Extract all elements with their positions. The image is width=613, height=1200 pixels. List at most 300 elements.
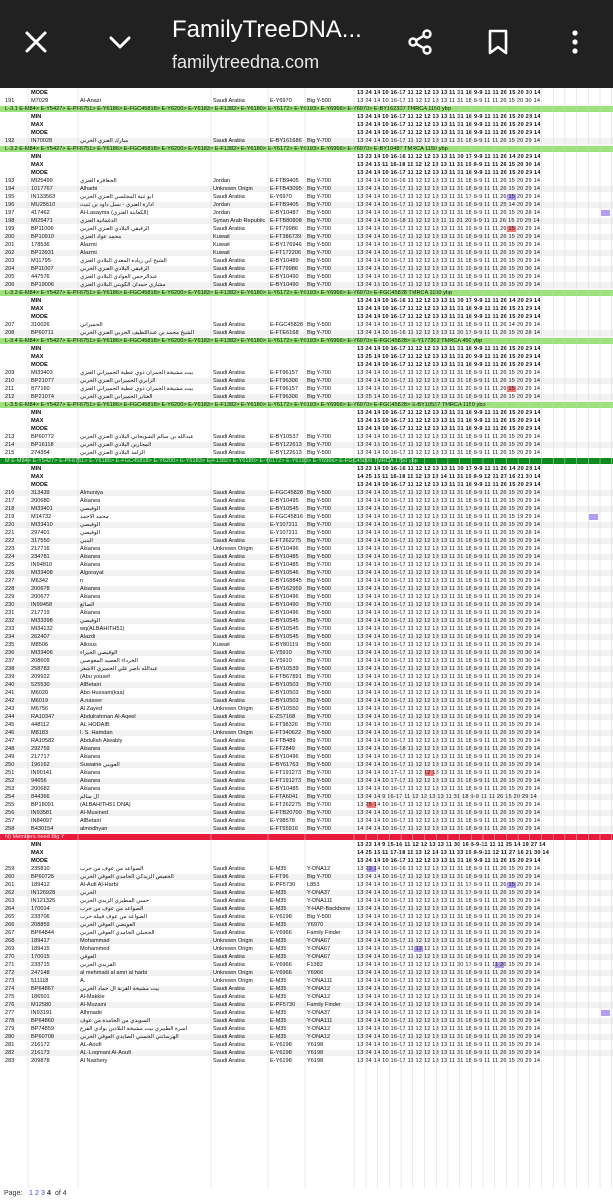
table-row[interactable] (0, 186, 613, 192)
stat-label: MAX (31, 418, 44, 424)
stat-row[interactable] (0, 858, 613, 864)
table-row[interactable] (0, 810, 613, 816)
page-label: Page: (4, 1190, 23, 1197)
haplogroup: E-FT96306 (270, 394, 298, 400)
stat-row[interactable] (0, 122, 613, 128)
clade-label: L-3.3 E-M84> E-Y5427> E-PF6751> E-Y6186> E-FGC45818> E-Y6200> E-Y6183> E-F1382> E-Y6180> E-Y6172> E-Y6193> E-Y6966> E-Y6970> E-FGC45828 TMRCA 1150 ybp (5, 290, 453, 296)
stat-row[interactable] (0, 162, 613, 168)
stat-row[interactable] (0, 850, 613, 856)
origin-country: Jordan (213, 210, 231, 216)
table-row[interactable] (0, 530, 613, 536)
stat-row[interactable] (0, 114, 613, 120)
table-row[interactable] (0, 1018, 613, 1024)
haplogroup: E-Y6970 (270, 98, 292, 104)
str-values: 13 24 14 10 16-17 11 12 12 13 13 11 31 18 9-9 11 11 26 15 19 29 14 (357, 514, 541, 520)
table-row[interactable] (0, 706, 613, 712)
haplogroup: E-BY10537 (270, 434, 299, 440)
member-name: Alsanea (80, 594, 101, 600)
table-row[interactable] (0, 618, 613, 624)
table-row[interactable] (0, 506, 613, 512)
table-row[interactable] (0, 914, 613, 920)
haplogroup: E-BY10550 (270, 706, 299, 712)
table-row[interactable] (0, 746, 613, 752)
table-row[interactable] (0, 330, 613, 336)
origin-country: Saudi Arabia (213, 554, 245, 560)
clade-header-row[interactable] (0, 146, 613, 152)
table-row[interactable] (0, 578, 613, 584)
stat-row[interactable] (0, 410, 613, 416)
test-type: Big Y-700 (307, 178, 331, 184)
page-link-1[interactable]: 1 (29, 1190, 33, 1197)
table-row[interactable] (0, 970, 613, 976)
member-name: الزابري الحميراني العنزي الحربي (80, 378, 156, 384)
test-type: Big Y-500 (307, 322, 331, 328)
kit-number: 189412 (31, 882, 50, 888)
table-row[interactable] (0, 394, 613, 400)
table-row[interactable] (0, 1042, 613, 1048)
str-values: 13 24 14 10 15-17 11 12 12 13 13 11 31 18 9-9 11 11 26 15 20 29 14 (357, 938, 541, 944)
haplogroup: E-Y6970 (270, 194, 292, 200)
haplogroup: E-FT96306 (270, 378, 298, 384)
row-number: 265 (5, 914, 15, 920)
member-name: Alsanea (80, 546, 101, 552)
haplogroup: E-M35 (270, 994, 287, 1000)
haplogroup: E-BY10485 (270, 562, 299, 568)
test-type: Big Y-500 (307, 586, 331, 592)
table-row[interactable] (0, 754, 613, 760)
table-row[interactable] (0, 546, 613, 552)
origin-country: Saudi Arabia (213, 650, 245, 656)
origin-country: Saudi Arabia (213, 802, 245, 808)
table-row[interactable] (0, 98, 613, 104)
member-name: Al-Makkie (80, 994, 105, 1000)
stat-row[interactable] (0, 842, 613, 848)
kit-number: 209878 (31, 1058, 50, 1064)
haplogroup: E-FTB43095 (270, 186, 302, 192)
row-number: 218 (5, 506, 15, 512)
haplogroup: E-M35 (270, 946, 287, 952)
row-number: 216 (5, 490, 15, 496)
more-vert-icon[interactable] (553, 20, 597, 64)
member-name: الوقيصي (80, 618, 101, 624)
table-row[interactable] (0, 866, 613, 872)
test-type: Big Y-500 (307, 914, 331, 920)
table-row[interactable] (0, 250, 613, 256)
table-row[interactable] (0, 554, 613, 560)
row-number: 239 (5, 674, 15, 680)
origin-country: Saudi Arabia (213, 98, 245, 104)
str-values: 13 24 14 10 16-17 11 12 12 13 13 11 31 18 9-9 11 11 26 15 20 29 14 (357, 250, 541, 256)
test-type: Big Y-500 (307, 634, 331, 640)
origin-country: Saudi Arabia (213, 394, 245, 400)
test-type: Big Y-700 (307, 370, 331, 376)
stat-row[interactable] (0, 90, 613, 96)
table-row[interactable] (0, 594, 613, 600)
clade-label: L-3.1 E-M84> E-Y5427> E-PF6751> E-Y6186> E-FGC45818> E-Y6200> E-Y6183> E-F1382> E-Y6180> E-Y6172> E-Y6193> E-Y6966> E-Y6970> E-BY162337 TMRCA 1150 ybp (5, 106, 451, 112)
str-values: 13 24 14 10 16-17 11 12 12 13 13 11 30 17 9-9 11 11 26 15 20 29 14 (357, 962, 541, 968)
origin-country: Saudi Arabia (213, 1002, 245, 1008)
page-url[interactable]: familytreedna.com (172, 52, 320, 72)
member-name: محمد عواد العنزي (80, 234, 122, 240)
table-row[interactable] (0, 226, 613, 232)
table-row[interactable] (0, 234, 613, 240)
str-values: 14 24 14 10 16-17 11 12 12 13 13 11 31 18 9-9 11 11 26 15 20 29 14 (357, 826, 541, 832)
origin-country: Saudi Arabia (213, 274, 245, 280)
str-values: 13 24 14 10 16-17 11 12 12 13 13 11 31 18 9-9 11 11 26 15 20 29 14 (357, 874, 541, 880)
origin-country: Saudi Arabia (213, 378, 245, 384)
test-type: Big Y-700 (307, 522, 331, 528)
table-row[interactable] (0, 1050, 613, 1056)
origin-country: Saudi Arabia (213, 258, 245, 264)
str-values: 13 24 14 10 15-17 11 12 12 13 13 11 31 18 9-9 11 11 26 15 20 29 14 (357, 946, 541, 952)
page-link-3[interactable]: 3 (41, 1190, 45, 1197)
kit-number: 208859 (31, 922, 50, 928)
member-name: العويضي العوفي الحربي (80, 922, 136, 928)
table-row[interactable] (0, 386, 613, 392)
str-values: 13 24 14 10 16-16 11 12 12 13 13 11 31 18 9-9 11 11 26 15 20 29 14 (357, 178, 541, 184)
table-row[interactable] (0, 802, 613, 808)
table-row[interactable] (0, 274, 613, 280)
stat-row[interactable] (0, 298, 613, 304)
clade-label: L-3.2 E-M84> E-Y5427> E-PF6751> E-Y6186> E-FGC45818> E-Y6200> E-Y6183> E-F1382> E-Y6180> E-Y6172> E-Y6193> E-Y6966> E-Y6970> E-BY10487 TMRCA 1150 ybp (5, 146, 448, 152)
table-row[interactable] (0, 978, 613, 984)
table-row[interactable] (0, 562, 613, 568)
row-number: 196 (5, 202, 15, 208)
clade-header-row[interactable] (0, 402, 613, 408)
table-row[interactable] (0, 1002, 613, 1008)
table-row[interactable] (0, 874, 613, 880)
table-row[interactable] (0, 730, 613, 736)
str-values: 13 24 14 10 16-17 11 12 12 13 13 11 31 18 9-9 11 11 26 15 20 29 14 (357, 130, 541, 136)
table-row[interactable] (0, 378, 613, 384)
member-name: Alharbi (80, 186, 98, 192)
table-row[interactable] (0, 1034, 613, 1040)
origin-country: Saudi Arabia (213, 746, 245, 752)
origin-country: Saudi Arabia (213, 666, 245, 672)
row-number: 268 (5, 938, 15, 944)
haplogroup: E-BY10539 (270, 666, 299, 672)
table-row[interactable] (0, 698, 613, 704)
table-row[interactable] (0, 994, 613, 1000)
table-row[interactable] (0, 674, 613, 680)
table-row[interactable] (0, 450, 613, 456)
member-name: al mehmadi al amri al harbi (80, 970, 148, 976)
kit-number: BP16118 (31, 442, 54, 448)
str-values: 13 24 14 10 16-17 11 12 12 13 13 11 31 18 9-9 11 11 26 15 20 29 14 (357, 986, 541, 992)
str-values: 13 24 14 10 16-17 11 12 12 13 13 11 31 19 9-9 11 11 26 15 20 29 14 (357, 226, 541, 232)
haplogroup: E-Y6198 (270, 1050, 292, 1056)
member-name: بيت مشيخة القرنة آل حماد الحربي (80, 986, 160, 992)
share-icon[interactable] (398, 20, 442, 64)
member-name: AlBetairi (80, 682, 101, 688)
table-row[interactable] (0, 258, 613, 264)
member-name: الصواعد من عوف من حرب (80, 866, 144, 872)
origin-country: Saudi Arabia (213, 490, 245, 496)
clade-header-row[interactable] (0, 106, 613, 112)
test-type: Y-DNA37 (307, 890, 331, 896)
table-row[interactable] (0, 826, 613, 832)
kit-number: 233715 (31, 962, 50, 968)
table-row[interactable] (0, 570, 613, 576)
kit-number: BP60708 (31, 1034, 55, 1040)
clade-header-row[interactable] (0, 338, 613, 344)
member-name: Al Zayed (80, 706, 103, 712)
test-type: Y-DNA12 (307, 1026, 331, 1032)
clade-header-row[interactable] (0, 834, 613, 840)
table-row[interactable] (0, 898, 613, 904)
table-row[interactable] (0, 602, 613, 608)
table-row[interactable] (0, 266, 613, 272)
table-row[interactable] (0, 370, 613, 376)
table-row[interactable] (0, 522, 613, 528)
row-number: 206 (5, 282, 15, 288)
member-name: آل سالم (80, 794, 99, 800)
table-row[interactable] (0, 762, 613, 768)
table-row[interactable] (0, 690, 613, 696)
table-row[interactable] (0, 738, 613, 744)
haplogroup: E-BY10503 (270, 690, 299, 696)
browser-toolbar (0, 0, 613, 88)
table-row[interactable] (0, 538, 613, 544)
table-row[interactable] (0, 194, 613, 200)
haplogroup: E-FTA6041 (270, 794, 299, 800)
origin-country: Kuwait (213, 242, 230, 248)
test-type: Big Y-700 (307, 794, 331, 800)
table-row[interactable] (0, 778, 613, 784)
table-row[interactable] (0, 282, 613, 288)
table-row[interactable] (0, 954, 613, 960)
member-name: Mohammad (80, 938, 110, 944)
stat-row[interactable] (0, 154, 613, 160)
stat-row[interactable] (0, 346, 613, 352)
str-values: 13 24 14 10 16-17 11 12 12 13 13 11 31 18 9-9 11 11 26 15 21 29 14 (357, 306, 541, 312)
table-row[interactable] (0, 202, 613, 208)
table-row[interactable] (0, 930, 613, 936)
haplogroup: E-Y107211 (270, 522, 298, 528)
table-row[interactable] (0, 178, 613, 184)
table-row[interactable] (0, 906, 613, 912)
kit-number: B430154 (31, 826, 54, 832)
close-icon[interactable] (14, 20, 58, 64)
haplogroup: E-FT262275 (270, 538, 302, 544)
kit-number: IN90141 (31, 770, 53, 776)
table-row[interactable] (0, 434, 613, 440)
str-values: 13 24 14 10 16-17 11 12 12 13 13 11 31 17 9-9 11 11 26 15 20 29 14 (357, 194, 541, 200)
table-row[interactable] (0, 962, 613, 968)
stat-row[interactable] (0, 466, 613, 472)
table-row[interactable] (0, 818, 613, 824)
stat-row[interactable] (0, 314, 613, 320)
clade-header-row[interactable] (0, 458, 613, 464)
haplogroup: E-Y6198 (270, 1042, 292, 1048)
test-type: Big Y-700 (307, 570, 331, 576)
haplogroup: E-FT96157 (270, 386, 298, 392)
origin-country: Saudi Arabia (213, 930, 245, 936)
kit-number: M6342 (31, 578, 49, 584)
table-row[interactable] (0, 770, 613, 776)
stat-row[interactable] (0, 170, 613, 176)
table-row[interactable] (0, 922, 613, 928)
test-type: Big Y-700 (307, 650, 331, 656)
row-number: 233 (5, 626, 15, 632)
bookmark-icon[interactable] (476, 20, 520, 64)
origin-country: Saudi Arabia (213, 922, 245, 928)
row-number: 262 (5, 890, 15, 896)
origin-country: Saudi Arabia (213, 770, 245, 776)
table-row[interactable] (0, 786, 613, 792)
member-name: Al-Aufi Al-Harbi (80, 882, 118, 888)
stat-row[interactable] (0, 362, 613, 368)
table-row[interactable] (0, 322, 613, 328)
origin-country: Saudi Arabia (213, 906, 245, 912)
row-number: 225 (5, 562, 15, 568)
row-number: 211 (5, 386, 14, 392)
table-row[interactable] (0, 138, 613, 144)
table-row[interactable] (0, 218, 613, 224)
stat-row[interactable] (0, 130, 613, 136)
stat-row[interactable] (0, 474, 613, 480)
member-name: الجعافرة العنزي (80, 178, 117, 184)
member-name: محمد الاحمد (80, 514, 109, 520)
table-row[interactable] (0, 946, 613, 952)
table-row[interactable] (0, 1058, 613, 1064)
row-number: 221 (5, 530, 15, 536)
str-values: 13 24 14 10 16-17 11 12 12 13 13 11 31 18 9-9 11 11 26 15 20 29 14 (357, 1026, 541, 1032)
table-row[interactable] (0, 1010, 613, 1016)
row-number: 258 (5, 826, 15, 832)
kit-number: M8506 (31, 642, 49, 648)
kit-number: MI33401 (31, 506, 53, 512)
stat-label: MIN (31, 346, 42, 352)
table-row[interactable] (0, 714, 613, 720)
table-row[interactable] (0, 1026, 613, 1032)
member-name: Alazdi (80, 634, 96, 640)
table-row[interactable] (0, 490, 613, 496)
stat-row[interactable] (0, 482, 613, 488)
kit-number: 209922 (31, 674, 50, 680)
table-row[interactable] (0, 514, 613, 520)
stat-row[interactable] (0, 418, 613, 424)
test-type: Big Y-700 (307, 538, 331, 544)
str-values: 13 24 14 10 16-17 11 12 12 13 13 11 31 18 9-9 11 11 26 15 20 29 14 (357, 346, 541, 352)
str-values: 13 24 14 10 16-17 11 12 12 13 13 11 31 18 9-9 11 11 26 15 20 29 14 (357, 1002, 541, 1008)
kit-number: MI34132 (31, 626, 53, 632)
table-row[interactable] (0, 938, 613, 944)
test-type: Big Y-500 (307, 490, 331, 496)
haplogroup: E-FT96157 (270, 370, 298, 376)
kit-number: 94656 (31, 778, 47, 784)
member-name: I. S. Hamdan (80, 730, 113, 736)
str-values: 13 24 14 10 16-17 11 12 12 13 13 11 31 18 9-9 11 11 26 15 20 29 14 (357, 1050, 541, 1056)
haplogroup: E-FGC45828 (270, 322, 303, 328)
member-name: الهرسانتي الحسني الصايدي العوفي الحربي (80, 1034, 179, 1040)
str-values: 13 24 14 10 16-17 11 12 12 13 13 11 31 18 9-9 11 11 26 15 20 29 14 (357, 362, 541, 368)
table-row[interactable] (0, 498, 613, 504)
table-row[interactable] (0, 794, 613, 800)
member-name: القريدي الحربي (80, 962, 116, 968)
member-name: الحجيلي الحامدي العوفي الحربي (80, 930, 155, 936)
test-type: Big Y-700 (307, 434, 331, 440)
spreadsheet-view[interactable] (0, 88, 613, 1188)
str-values: 13 24 14 10 16-17 11 12 12 13 13 11 31 18 9-9 11 11 26 15 20 28 14 (357, 114, 541, 120)
kit-number: M8183 (31, 730, 49, 736)
table-row[interactable] (0, 882, 613, 888)
kit-number: IN126928 (31, 890, 56, 896)
clade-header-row[interactable] (0, 290, 613, 296)
origin-country: Saudi Arabia (213, 914, 245, 920)
table-row[interactable] (0, 722, 613, 728)
table-row[interactable] (0, 986, 613, 992)
origin-country: Saudi Arabia (213, 434, 245, 440)
row-number: 245 (5, 722, 15, 728)
table-row[interactable] (0, 634, 613, 640)
table-row[interactable] (0, 242, 613, 248)
kit-number: M6020 (31, 690, 49, 696)
str-values: 13 24 14 10 16-17 11 12 12 13 13 11 31 18 9-9 11 11 26 15 20 29 14 (357, 554, 541, 560)
test-type: Big Y-700 (307, 250, 331, 256)
str-values: 13 24 14 10 16-17 11 12 12 13 13 11 31 18 9-9 11 11 26 15 20 28 14 (357, 210, 541, 216)
test-type: Y-HAP-Backbone (307, 906, 351, 912)
stat-row[interactable] (0, 306, 613, 312)
chevron-down-icon[interactable] (98, 20, 142, 64)
kit-number: BP11007 (31, 266, 54, 272)
table-row[interactable] (0, 586, 613, 592)
kit-number: IN93191 (31, 1010, 53, 1016)
haplogroup: E-M35 (270, 1034, 287, 1040)
test-type: F1382 (307, 962, 323, 968)
origin-country: Saudi Arabia (213, 658, 245, 664)
row-number: 256 (5, 810, 15, 816)
page-link-2[interactable]: 2 (35, 1190, 39, 1197)
origin-country: Unknown Origin (213, 706, 253, 712)
test-type: Y-DNA67 (307, 954, 331, 960)
test-type: Big Y-500 (307, 242, 331, 248)
table-row[interactable] (0, 642, 613, 648)
table-row[interactable] (0, 666, 613, 672)
row-number: 192 (5, 138, 15, 144)
kit-number: 247148 (31, 970, 50, 976)
test-type: Y6198 (307, 1042, 324, 1048)
haplogroup: E-BY61763 (270, 762, 299, 768)
kit-number: 208609 (31, 658, 50, 664)
test-type: Big Y-700 (307, 194, 331, 200)
clade-label: L-3.4 E-M84> E-Y5427> E-PF6751> E-Y6186> E-FGC45818> E-Y6200> E-Y6183> E-F1382> E-Y6180> E-Y6172> E-Y6193> E-Y6966> E-Y6970> E-FGC45828> E-Y177302 TMRCA 450 ybp (5, 338, 483, 344)
table-row[interactable] (0, 682, 613, 688)
table-row[interactable] (0, 442, 613, 448)
str-values: 13 24 14 10 16-17 11 12 12 13 13 11 31 18 9-9 11 11 26 15 20 29 14 (357, 930, 541, 936)
test-type: Y-DNA111 (307, 1018, 333, 1024)
test-type: Y-DNA12 (307, 986, 331, 992)
kit-number: M14732 (31, 514, 52, 520)
table-row[interactable] (0, 610, 613, 616)
origin-country: Saudi Arabia (213, 778, 245, 784)
table-row[interactable] (0, 210, 613, 216)
stat-row[interactable] (0, 354, 613, 360)
test-type: Big Y-500 (307, 210, 331, 216)
stat-row[interactable] (0, 426, 613, 432)
table-row[interactable] (0, 650, 613, 656)
stat-label: MIN (31, 154, 42, 160)
table-row[interactable] (0, 658, 613, 664)
row-number: 279 (5, 1026, 15, 1032)
kit-number: 274354 (31, 450, 50, 456)
table-row[interactable] (0, 626, 613, 632)
table-row[interactable] (0, 890, 613, 896)
test-type: Big Y-700 (307, 618, 331, 624)
member-name: عبدالله بن سالم الشويحاني البلادي العنزي الحربي (80, 434, 194, 440)
str-values: 13 24 14 10 16-18 11 12 12 13 11 11 31 20 9-9 11 11 26 15 20 29 14 (357, 218, 540, 224)
haplogroup: E-BY122613 (270, 450, 302, 456)
